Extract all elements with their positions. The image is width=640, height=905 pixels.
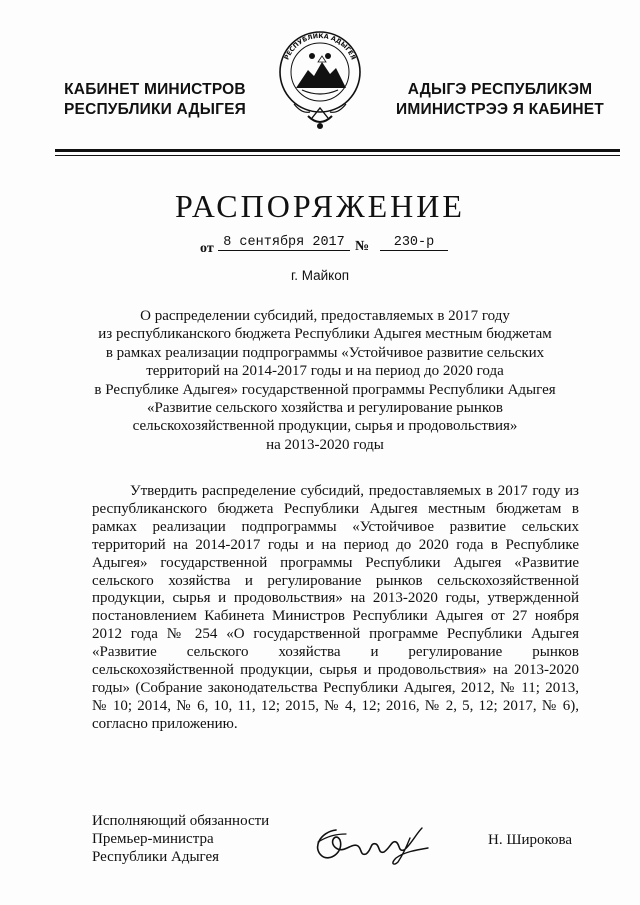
subject-line: в Республике Адыгея» государственной программы Республики Адыгея (94, 381, 556, 398)
signatory-name: Н. Широкова (488, 832, 573, 848)
document-number: 230-р (380, 235, 448, 251)
subject-line: О распределении субсидий, предоставляемых в 2017 году (140, 308, 510, 324)
document-subject (70, 307, 580, 454)
city: г. Майкоп (290, 268, 350, 283)
subject-line: из республиканского бюджета Республики Адыгея местным бюджетам (98, 326, 552, 343)
issuer-name-adyghe (380, 80, 620, 120)
issuer-adyghe-line-2: ИМИНИСТРЭЭ Я КАБИНЕТ (396, 101, 604, 118)
emblem-arc-text: РЕСПУБЛИКА АДЫГЕЯ (282, 31, 358, 62)
body-line: согласно приложению. (92, 715, 238, 732)
issuer-line-1: КАБИНЕТ МИНИСТРОВ (64, 81, 246, 98)
body-line: сельского хозяйства и регулирование рынков сельскохозяйственной (92, 572, 579, 589)
body-line: продукции, сырья и продовольствия» на 2013-2020 годы, утвержденной (92, 590, 579, 607)
handwritten-signature (306, 812, 436, 872)
body-line: рамках реализации подпрограммы «Устойчивое развитие сельских (92, 518, 579, 535)
position-line-1: Исполняющий обязанности (92, 813, 270, 829)
document-title: РАСПОРЯЖЕНИЕ (175, 188, 465, 224)
body-line: № 10; 2014, № 6, 10, 11, 12; 2015, № 4, 12; 2016, № 2, 5, 12; 2017, № 6), (92, 697, 579, 714)
subject-line: на 2013-2020 годы (266, 436, 384, 453)
body-line: годы» (Собрание законодательства Республики Адыгея, 2012, № 11; 2013, (92, 679, 579, 696)
body-line: постановлением Кабинета Министров Республики Адыгея от 27 ноября (92, 608, 579, 625)
body-line: «Развитие сельского хозяйства и регулирование рынков (92, 644, 579, 661)
coat-of-arms-emblem (272, 22, 368, 140)
subject-line: территорий на 2014-2017 годы и на период до 2020 года (146, 363, 504, 380)
body-line: территорий на 2014-2017 годы и на период до 2020 года в Республике (92, 536, 579, 553)
document-date: 8 сентября 2017 (218, 235, 350, 251)
document-body (92, 483, 579, 734)
date-prefix: от (200, 241, 214, 256)
body-line: 2012 года № 254 «О государственной программе Республики Адыгея (92, 626, 579, 643)
header-rule-thin (55, 155, 620, 156)
issuer-adyghe-line-1: АДЫГЭ РЕСПУБЛИКЭМ (407, 81, 593, 98)
position-line-3: Республики Адыгея (92, 849, 220, 865)
body-line: Адыгея» государственной программы Республики Адыгея «Развитие (92, 554, 579, 571)
body-line: сельскохозяйственной продукции, сырья и продовольствия» на 2013-2020 (92, 662, 579, 679)
issuer-line-2: РЕСПУБЛИКИ АДЫГЕЯ (64, 101, 246, 118)
subject-line: «Развитие сельского хозяйства и регулирование рынков (146, 400, 503, 417)
signatory-position (92, 812, 269, 866)
number-prefix: № (355, 239, 370, 254)
subject-line: сельскохозяйственной продукции, сырья и продовольствия» (132, 418, 518, 435)
body-line: республиканского бюджета Республики Адыгея местным бюджетам в (92, 500, 579, 517)
date-number-line (200, 235, 460, 257)
position-line-2: Премьер-министра (92, 831, 214, 847)
issuer-name-russian (50, 80, 260, 120)
subject-line: в рамках реализации подпрограммы «Устойчивое развитие сельских (105, 344, 545, 361)
header-rule-thick (55, 149, 620, 152)
body-line: Утвердить распределение субсидий, предоставляемых в 2017 году из (130, 483, 579, 499)
